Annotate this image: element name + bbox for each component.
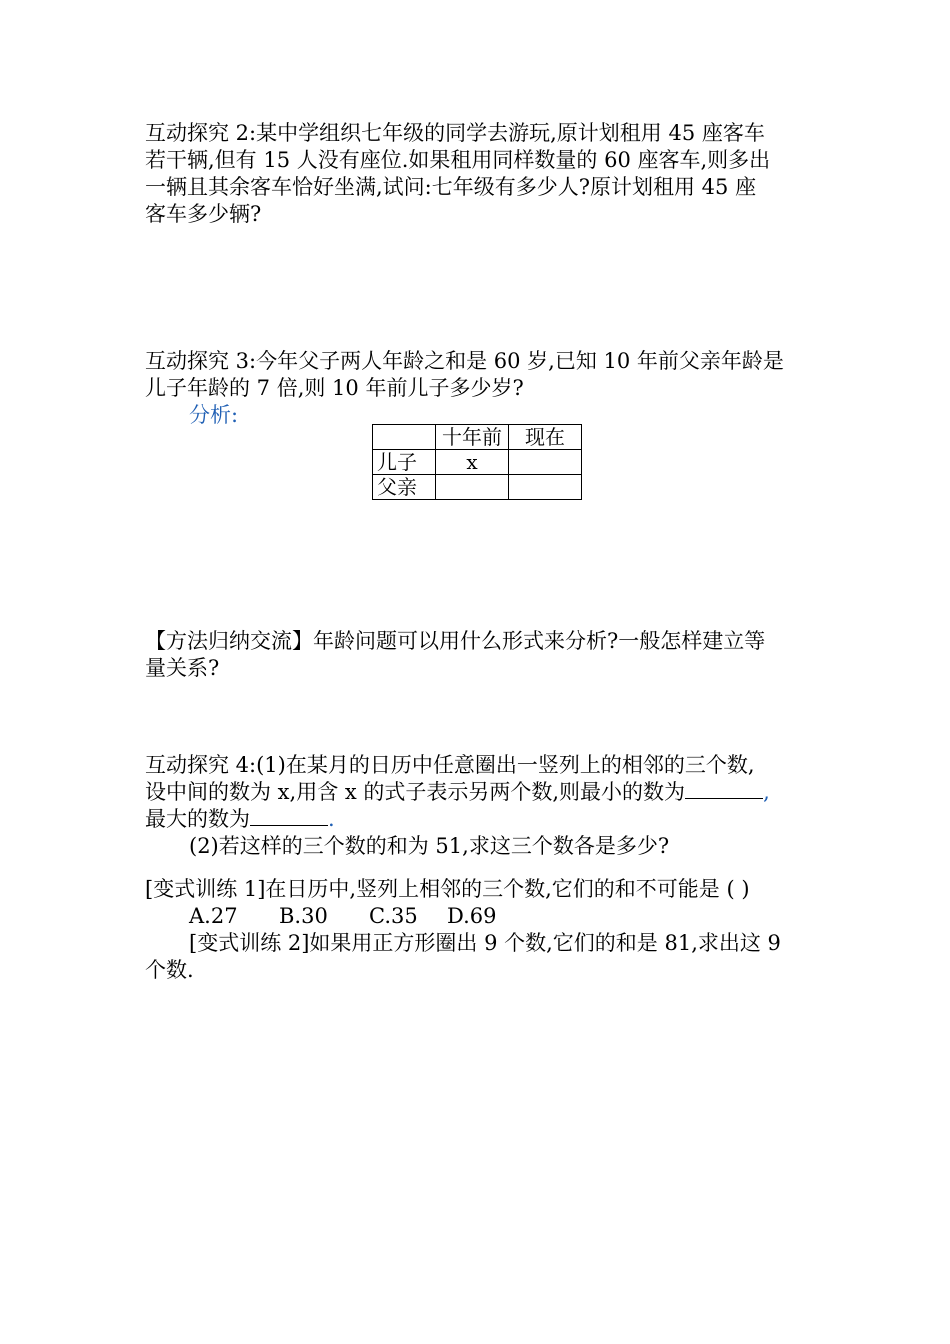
option-d: D.69 bbox=[447, 904, 497, 928]
method-summary-line-2: 量关系? bbox=[145, 656, 220, 680]
variant-training-2 bbox=[145, 930, 807, 984]
option-c: C.35 bbox=[369, 904, 418, 928]
table-header-cell: 现在 bbox=[509, 425, 582, 450]
exploration-3 bbox=[145, 348, 807, 429]
exploration-4-line-3 bbox=[145, 806, 807, 833]
exploration-4 bbox=[145, 752, 807, 860]
table-row-label: 父亲 bbox=[373, 475, 436, 500]
table-cell bbox=[436, 475, 509, 500]
variant-training-1 bbox=[145, 876, 807, 930]
table-header-cell: 十年前 bbox=[436, 425, 509, 450]
table-row bbox=[373, 450, 582, 475]
exploration-3-line-2: 儿子年龄的 7 倍,则 10 年前儿子多少岁? bbox=[145, 376, 524, 400]
exploration-2-line-4: 客车多少辆? bbox=[145, 202, 262, 226]
table-header-cell bbox=[373, 425, 436, 450]
exploration-2-line-2: 若干辆,但有 15 人没有座位.如果租用同样数量的 60 座客车,则多出 bbox=[145, 148, 771, 172]
blank-period: . bbox=[328, 807, 335, 831]
age-analysis-table bbox=[372, 424, 582, 500]
exploration-2-line-1: 互动探究 2:某中学组织七年级的同学去游玩,原计划租用 45 座客车 bbox=[145, 121, 765, 145]
table-cell: x bbox=[436, 450, 509, 475]
table-cell bbox=[509, 450, 582, 475]
table-header-row bbox=[373, 425, 582, 450]
variant-1-stem: [变式训练 1]在日历中,竖列上相邻的三个数,它们的和不可能是 ( ) bbox=[145, 877, 750, 901]
variant-2-line-2: 个数. bbox=[145, 958, 194, 982]
method-summary bbox=[145, 628, 807, 682]
smallest-number-blank bbox=[685, 780, 763, 799]
exploration-2-line-3: 一辆且其余客车恰好坐满,试问:七年级有多少人?原计划租用 45 座 bbox=[145, 175, 757, 199]
table-cell bbox=[509, 475, 582, 500]
exploration-4-line-2 bbox=[145, 779, 807, 806]
table-row-label: 儿子 bbox=[373, 450, 436, 475]
exploration-4-line-3-text: 最大的数为 bbox=[145, 807, 250, 831]
exploration-2 bbox=[145, 120, 807, 228]
method-summary-line-1: 【方法归纳交流】年龄问题可以用什么形式来分析?一般怎样建立等 bbox=[145, 629, 766, 653]
exploration-4-line-4: (2)若这样的三个数的和为 51,求这三个数各是多少? bbox=[189, 834, 670, 858]
exploration-3-line-1: 互动探究 3:今年父子两人年龄之和是 60 岁,已知 10 年前父亲年龄是 bbox=[145, 349, 784, 373]
largest-number-blank bbox=[250, 807, 328, 826]
table-row bbox=[373, 475, 582, 500]
blank-comma: , bbox=[763, 780, 770, 804]
variant-2-line-1: [变式训练 2]如果用正方形圈出 9 个数,它们的和是 81,求出这 9 bbox=[189, 931, 781, 955]
exploration-4-line-2-text: 设中间的数为 x,用含 x 的式子表示另两个数,则最小的数为 bbox=[145, 780, 686, 804]
option-a: A.27 bbox=[189, 904, 238, 928]
variant-1-options bbox=[145, 903, 807, 930]
analysis-label: 分析: bbox=[189, 403, 239, 427]
option-b: B.30 bbox=[279, 904, 328, 928]
exploration-4-line-1: 互动探究 4:(1)在某月的日历中任意圈出一竖列上的相邻的三个数, bbox=[145, 753, 755, 777]
